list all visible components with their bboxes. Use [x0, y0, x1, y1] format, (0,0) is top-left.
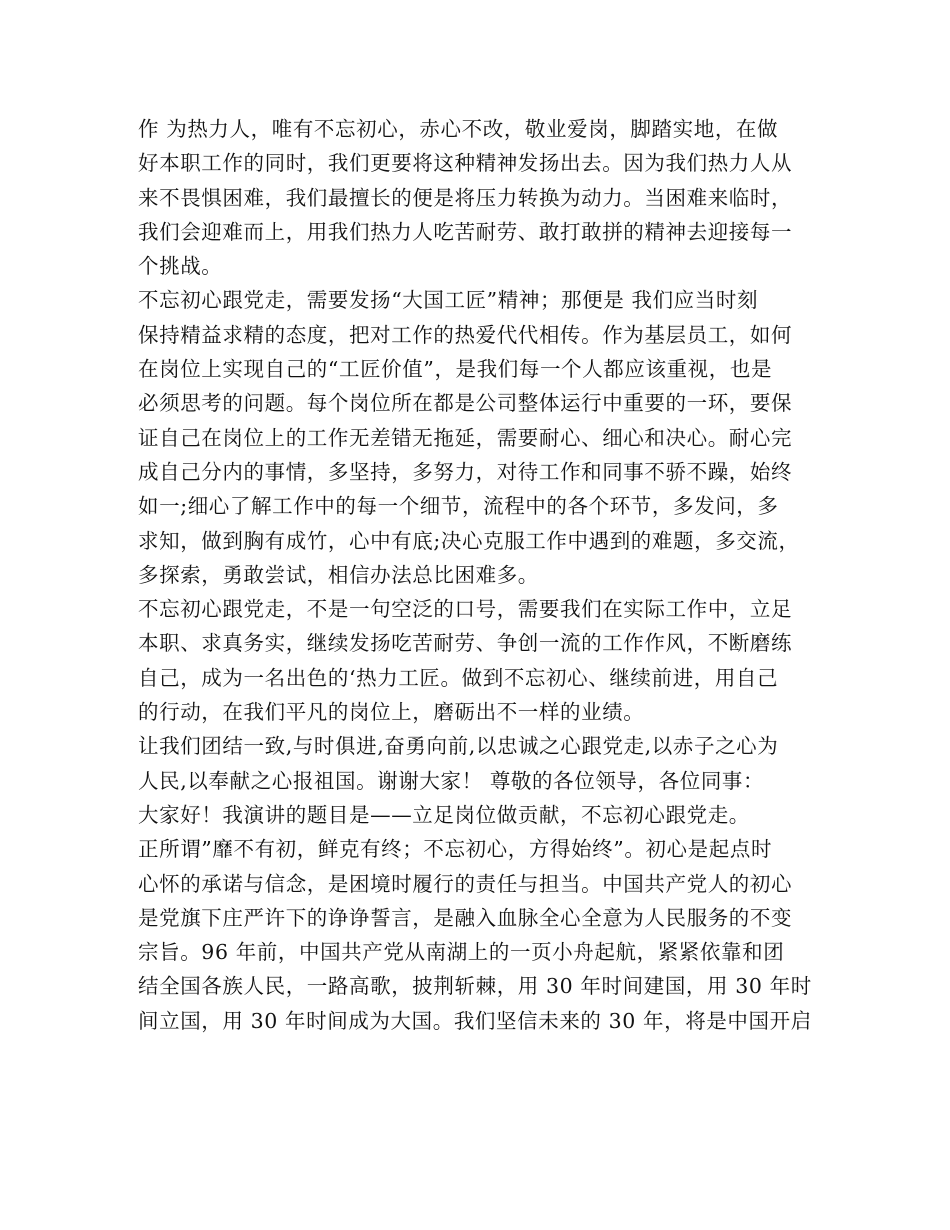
text-line: 我们会迎难而上，用我们热力人吃苦耐劳、敢打敢拼的精神去迎接每一 — [138, 219, 793, 244]
text-line: 好本职工作的同时，我们更要将这种精神发扬出去。因为我们热力人从 — [138, 151, 793, 176]
text-line: 多探索，勇敢尝试，相信办法总比困难多。 — [138, 562, 539, 587]
text-line: 成自己分内的事情，多坚持，多努力，对待工作和同事不骄不躁，始终 — [138, 459, 793, 484]
text-line: 证自己在岗位上的工作无差错无拖延，需要耐心、细心和决心。耐心完 — [138, 425, 793, 450]
text-line: 大家好！我演讲的题目是——立足岗位做贡献，不忘初心跟党走。 — [138, 802, 750, 827]
text-line: 本职、求真务实，继续发扬吃苦耐劳、争创一流的工作作风，不断磨练 — [138, 631, 793, 656]
text-line: 人民,以奉献之心报祖国。谢谢大家！ 尊敬的各位领导，各位同事： — [138, 768, 765, 793]
text-line: 求知，做到胸有成竹，心中有底;决心克服工作中遇到的难题，多交流， — [138, 528, 800, 553]
text-line: 个挑战。 — [138, 254, 223, 279]
text-line: 保持精益求精的态度，把对工作的热爱代代相传。作为基层员工，如何 — [138, 322, 793, 347]
document-body — [138, 112, 828, 1038]
text-line: 如一;细心了解工作中的每一个细节，流程中的各个环节，多发问，多 — [138, 494, 779, 519]
text-line: 正所谓”靡不有初，鲜克有终；不忘初心，方得始终”。初心是起点时 — [138, 837, 773, 862]
text-line: 作 为热力人，唯有不忘初心，赤心不改，敬业爱岗，脚踏实地，在做 — [138, 117, 779, 141]
text-line: 间立国，用 30 年时间成为大国。我们坚信未来的 30 年，将是中国开启 — [138, 1008, 812, 1033]
text-line: 的行动，在我们平凡的岗位上，磨砺出不一样的业绩。 — [138, 700, 645, 725]
text-line: 必须思考的问题。每个岗位所在都是公司整体运行中重要的一环，要保 — [138, 391, 793, 416]
text-line: 宗旨。96 年前，中国共产党从南湖上的一页小舟起航，紧紧依靠和团 — [138, 940, 785, 965]
text-line: 在岗位上实现自己的“工匠价值”，是我们每一个人都应该重视，也是 — [138, 357, 773, 382]
text-line: 是党旗下庄严许下的诤诤誓言，是融入血脉全心全意为人民服务的不变 — [138, 905, 793, 930]
text-line: 结全国各族人民，一路高歌，披荆斩棘，用 30 年时间建国，用 30 年时 — [138, 974, 812, 999]
text-line: 不忘初心跟党走，不是一句空泛的口号，需要我们在实际工作中，立足 — [138, 597, 793, 622]
text-line: 让我们团结一致,与时俱进,奋勇向前,以忠诚之心跟党走,以赤子之心为 — [138, 734, 779, 759]
text-line: 不忘初心跟党走，需要发扬“大国工匠”精神；那便是 我们应当时刻 — [138, 288, 759, 313]
text-line: 心怀的承诺与信念，是困境时履行的责任与担当。中国共产党人的初心 — [138, 871, 793, 896]
text-line: 自己，成为一名出色的‘热力工匠。做到不忘初心、继续前进，用自己 — [138, 665, 779, 690]
text-line: 来不畏惧困难，我们最擅长的便是将压力转换为动力。当困难来临时， — [138, 185, 793, 210]
